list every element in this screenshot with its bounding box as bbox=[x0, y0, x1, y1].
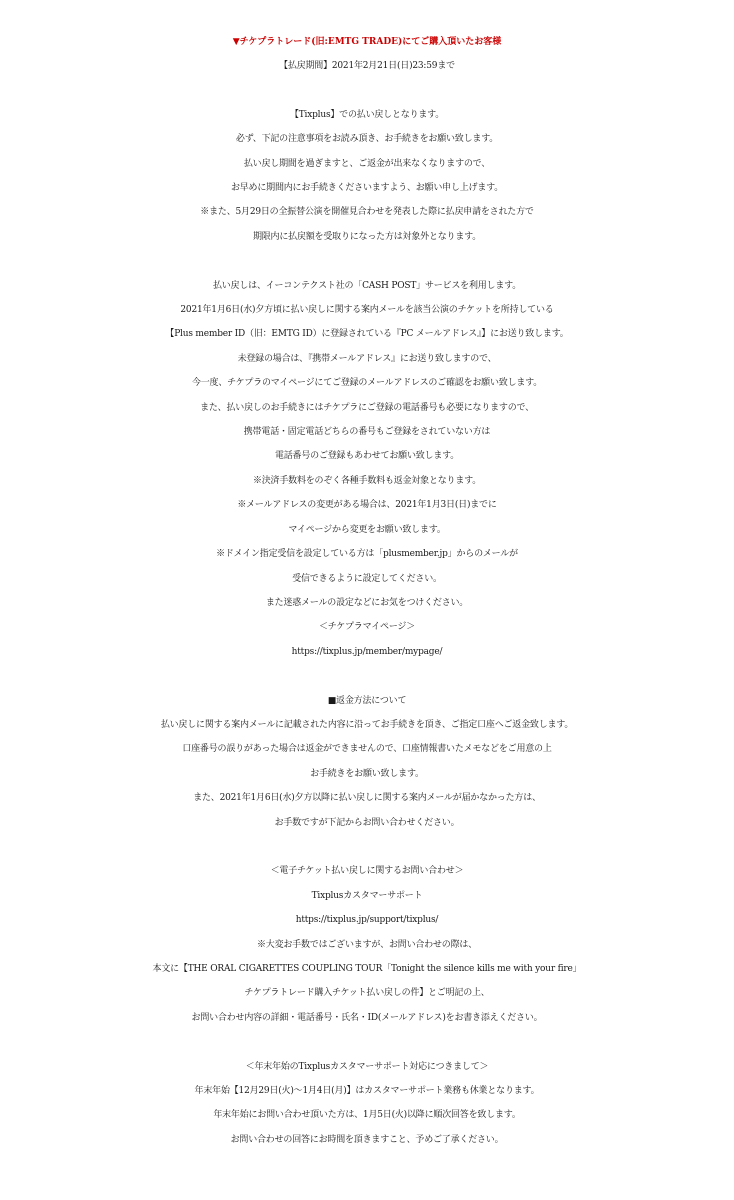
text-line: 払い戻しは、イーコンテクスト社の「CASH POST」サービスを利用します。 bbox=[212, 280, 522, 291]
text-line: 今一度、チケプラのマイページにてご登録のメールアドレスのご確認をお願い致します。 bbox=[191, 378, 543, 389]
text-line: お手数ですが下記からお問い合わせください。 bbox=[274, 817, 460, 828]
text-line: https://tixplus.jp/support/tixplus/ bbox=[295, 915, 439, 926]
text-line: ※決済手数料をのぞく各種手数料も返金対象となります。 bbox=[252, 475, 482, 486]
text-line: Tixplusカスタマーサポート bbox=[311, 890, 423, 901]
text-line: ※メールアドレスの変更がある場合は、2021年1月3日(日)までに bbox=[237, 500, 497, 511]
text-line: 払い戻し期間を過ぎますと、ご返金が出来なくなりますので、 bbox=[243, 158, 491, 169]
paragraph-gap bbox=[0, 78, 734, 102]
paragraph-gap bbox=[0, 1030, 734, 1054]
text-line: 口座番号の誤りがあった場合は返金ができませんので、口座情報書いたメモなどをご用意の上 bbox=[182, 744, 552, 755]
text-line: お問い合わせ内容の詳細・電話番号・氏名・ID(メールアドレス)をお書き添えください。 bbox=[191, 1012, 543, 1023]
text-line: ※また、5月29日の全振替公演を開催見合わせを発表した際に払戻申請をされた方で bbox=[200, 207, 534, 218]
paragraph-gap bbox=[0, 664, 734, 688]
paragraph-block bbox=[0, 103, 734, 249]
text-line: 期限内に払戻額を受取りになった方は対象外となります。 bbox=[252, 231, 482, 242]
text-line: お手続きをお願い致します。 bbox=[310, 768, 424, 779]
text-line: 2021年1月6日(水)夕方頃に払い戻しに関する案内メールを該当公演のチケットを所持している bbox=[180, 305, 554, 316]
text-line: 本文に【THE ORAL CIGARETTES COUPLING TOUR「Tonight the silence kills me with your fire」 bbox=[152, 963, 582, 974]
paragraph-block bbox=[0, 54, 734, 78]
paragraph-block bbox=[0, 1055, 734, 1153]
notice-title: ▼チケプラトレード(旧:EMTG TRADE)にてご購入頂いたお客様 bbox=[232, 37, 502, 47]
paragraph-block bbox=[0, 859, 734, 1030]
text-line: チケプラトレード購入チケット払い戻しの件】とご明記の上、 bbox=[244, 988, 490, 999]
text-line: 必ず、下記の注意事項をお読み頂き、お手続きをお願い致します。 bbox=[235, 134, 499, 145]
text-line: また、払い戻しのお手続きにはチケプラにご登録の電話番号も必要になりますので、 bbox=[200, 402, 534, 413]
text-line: マイページから変更をお願い致します。 bbox=[288, 524, 446, 535]
notice-body bbox=[0, 54, 734, 1152]
text-line: 未登録の場合は、『携帯メールアドレス』にお送り致しますので、 bbox=[237, 353, 497, 364]
text-line: 【Plus member ID（旧：EMTG ID）に登録されている『PC メールアドレス』】にお送り致します。 bbox=[165, 329, 569, 340]
text-line: 【Tixplus】での払い戻しとなります。 bbox=[289, 109, 445, 120]
text-line: ＜チケプラマイページ＞ bbox=[318, 622, 416, 633]
text-line: 携帯電話・固定電話どちらの番号もご登録をされていない方は bbox=[243, 427, 491, 438]
text-line: 受信できるように設定してください。 bbox=[292, 573, 442, 584]
paragraph-block bbox=[0, 274, 734, 665]
text-line: 年末年始にお問い合わせ頂いた方は、1月5日(火)以降に順次回答を致します。 bbox=[213, 1110, 521, 1121]
text-line: ＜電子チケット払い戻しに関するお問い合わせ＞ bbox=[270, 866, 464, 877]
text-line: お問い合わせの回答にお時間を頂きますこと、予めご了承ください。 bbox=[230, 1134, 504, 1145]
text-line: 年末年始【12月29日(火)～1月4日(月)】はカスタマーサポート業務も休業となります。 bbox=[194, 1085, 540, 1096]
text-line: ※大変お手数ではございますが、お問い合わせの際は、 bbox=[256, 939, 477, 950]
paragraph-block bbox=[0, 689, 734, 835]
text-line: また迷惑メールの設定などにお気をつけください。 bbox=[265, 597, 469, 608]
text-line: 払い戻しに関する案内メールに記載された内容に沿ってお手続きを頂き、ご指定口座へご返金致します。 bbox=[160, 719, 574, 730]
text-line: ■返金方法について bbox=[327, 695, 407, 706]
text-line: 電話番号のご登録もあわせてお願い致します。 bbox=[274, 451, 460, 462]
text-line: ※ドメイン指定受信を設定している方は「plusmember.jp」からのメールが bbox=[216, 549, 518, 560]
text-line: https://tixplus.jp/member/mypage/ bbox=[291, 646, 443, 657]
paragraph-gap bbox=[0, 835, 734, 859]
paragraph-gap bbox=[0, 249, 734, 273]
text-line: お早めに期間内にお手続きくださいますよう、お願い申し上げます。 bbox=[230, 183, 504, 194]
text-line: ＜年末年始のTixplusカスタマーサポート対応につきまして＞ bbox=[245, 1061, 489, 1072]
text-line: 【払戻期間】2021年2月21日(日)23:59まで bbox=[279, 61, 455, 71]
text-line: また、2021年1月6日(水)夕方以降に払い戻しに関する案内メールが届かなかった方は、 bbox=[193, 793, 541, 804]
